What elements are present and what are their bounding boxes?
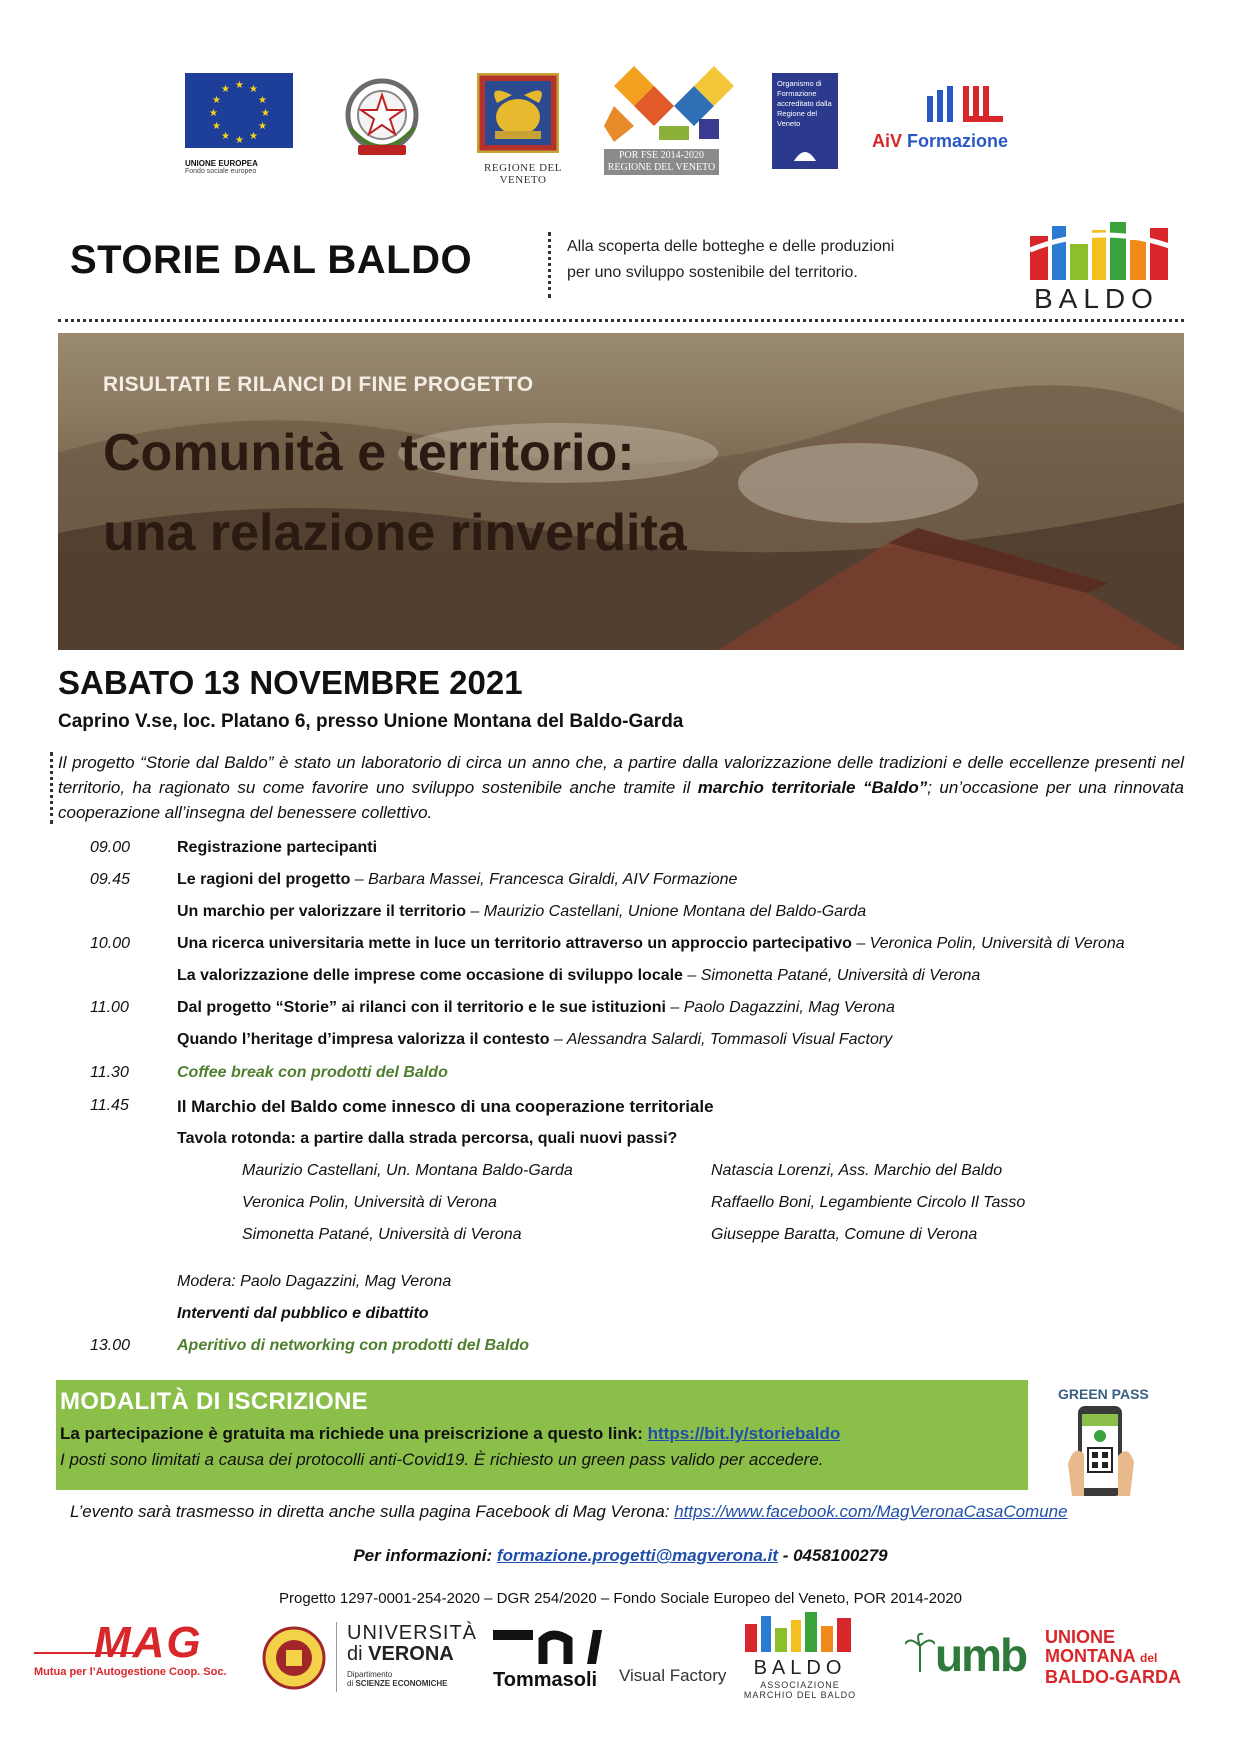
organismo-formazione-logo: Organismo di Formazione accreditato dalla Regione del Veneto [772, 73, 838, 169]
regione-veneto-label: REGIONE DEL VENETO [484, 162, 562, 186]
registration-text: La partecipazione è gratuita ma richiede una preiscrizione a questo link: https://bit.ly/storiebaldo [60, 1424, 841, 1443]
svg-text:★: ★ [212, 95, 221, 106]
svg-text:★: ★ [249, 84, 258, 95]
umb-mark: umb [935, 1629, 1027, 1681]
banner-subtitle: RISULTATI E RILANCI DI FINE PROGETTO [103, 373, 534, 396]
svg-text:★: ★ [212, 121, 221, 132]
banner-title-line-2: una relazione rinverdita [103, 504, 687, 562]
assoc-baldo-graphic-icon [745, 1612, 855, 1652]
svg-text:★: ★ [258, 95, 267, 106]
associazione-baldo-logo: BALDO ASSOCIAZIONE MARCHIO DEL BALDO [735, 1612, 865, 1697]
header-divider [548, 232, 551, 298]
svg-text:★: ★ [221, 84, 230, 95]
aiv-formazione-logo [872, 86, 1062, 156]
tommasoli-logo: Tommasoli Visual Factory [493, 1630, 713, 1690]
program-row [0, 903, 1241, 927]
panel-speaker: Giuseppe Baratta, Comune di Verona [711, 1226, 978, 1243]
aiv-formazione-label: AiV Formazione [872, 131, 1009, 151]
panel-speaker: Maurizio Castellani, Un. Montana Baldo-Garda [242, 1162, 573, 1179]
header-separator [58, 319, 1184, 322]
program-speakers: – Paolo Dagazzini, Mag Verona [665, 999, 895, 1016]
program-row [0, 839, 1241, 863]
panel-speaker: Veronica Polin, Università di Verona [242, 1194, 497, 1211]
tavola-rotonda-row: Tavola rotonda: a partire dalla strada percorsa, quali nuovi passi? [177, 1130, 678, 1147]
email-link[interactable]: formazione.progetti@magverona.it [496, 1546, 778, 1565]
palm-tree-icon [905, 1632, 935, 1672]
baldo-logo [1030, 220, 1180, 314]
program-row [0, 967, 1241, 991]
unione-montana-logo: umb UNIONE MONTANA del BALDO-GARDA [905, 1622, 1205, 1692]
facebook-link[interactable]: https://www.facebook.com/MagVeronaCasaComune [674, 1502, 1068, 1521]
eu-logo [185, 73, 293, 181]
mag-mark: MAG [94, 1618, 203, 1667]
program-row [0, 1031, 1241, 1055]
program-title: Un marchio per valorizzare il territorio [177, 903, 466, 920]
program-time: 10.00 [90, 935, 131, 952]
coffee-break-row: 11.30 Coffee break con prodotti del Baldo [90, 1064, 448, 1081]
registration-title: MODALITÀ DI ISCRIZIONE [60, 1388, 368, 1415]
program-title: Quando l’heritage d’impresa valorizza il contesto [177, 1031, 550, 1048]
registration-note: I posti sono limitati a causa dei protocolli anti-Covid19. È richiesto un green pass valido per accedere. [60, 1450, 824, 1469]
hero-banner [58, 333, 1184, 650]
winged-lion-icon [477, 73, 559, 153]
interventi: Interventi dal pubblico e dibattito [177, 1305, 429, 1322]
program-title: Dal progetto “Storie” ai rilanci con il territorio e le sue istituzioni [177, 999, 666, 1016]
program-speakers: – Veronica Polin, Università di Verona [851, 935, 1125, 952]
marchio-row: 11.45 Il Marchio del Baldo come innesco di una cooperazione territoriale [90, 1097, 714, 1116]
green-pass-title: GREEN PASS [1058, 1386, 1149, 1402]
panel-speaker: Simonetta Patané, Università di Verona [242, 1226, 522, 1243]
green-pass-phone-icon [1068, 1404, 1134, 1500]
svg-text:★: ★ [221, 131, 230, 142]
project-tagline: Alla scoperta delle botteghe e delle produzioni per uno sviluppo sostenibile del territorio. [567, 238, 895, 281]
program-time: 09.00 [90, 839, 131, 856]
tommasoli-mark-icon [493, 1630, 613, 1664]
streaming-notice: L’evento sarà trasmesso in diretta anche sulla pagina Facebook di Mag Verona: https://www.facebook.com/MagVeronaCasaComune [70, 1502, 1068, 1521]
svg-text:★: ★ [261, 108, 270, 119]
registration-link[interactable]: https://bit.ly/storiebaldo [647, 1424, 841, 1443]
program-title: La valorizzazione delle imprese come occasione di sviluppo locale [177, 967, 683, 984]
program-speakers: – Alessandra Salardi, Tommasoli Visual Factory [549, 1031, 893, 1048]
italian-republic-emblem [340, 73, 425, 168]
program-speakers: – Simonetta Patané, Università di Verona [682, 967, 981, 984]
por-fse-label: POR FSE 2014-2020 REGIONE DEL VENETO [604, 149, 719, 175]
eu-flag-icon [185, 73, 293, 148]
aiv-graphic-icon [927, 86, 1012, 124]
svg-text:★: ★ [249, 131, 258, 142]
aperitivo-row: 13.00 Aperitivo di networking con prodotti del Baldo [90, 1337, 529, 1354]
program-row [0, 935, 1241, 959]
program-title: Registrazione partecipanti [177, 839, 378, 856]
mag-logo [34, 1620, 234, 1690]
baldo-logo-text: BALDO [1034, 283, 1159, 314]
svg-text:★: ★ [209, 108, 218, 119]
program-time: 11.00 [90, 999, 129, 1016]
info-line: Per informazioni: formazione.progetti@magverona.it - 0458100279 [353, 1546, 888, 1565]
event-date: SABATO 13 NOVEMBRE 2021 [58, 664, 523, 701]
moderator: Modera: Paolo Dagazzini, Mag Verona [177, 1273, 452, 1290]
mag-text: Mutua per l’Autogestione Coop. Soc. [34, 1666, 227, 1678]
event-place: Caprino V.se, loc. Platano 6, presso Unione Montana del Baldo-Garda [58, 711, 684, 732]
eu-sublabel: Fondo sociale europeo [185, 168, 257, 175]
program-time: 09.45 [90, 871, 131, 888]
project-title: STORIE DAL BALDO [70, 238, 473, 282]
lion-small-icon [772, 139, 838, 169]
universita-verona-logo: UNIVERSITÀ di VERONA Dipartimento di SCIENZE ECONOMICHE [336, 1622, 487, 1692]
por-fse-graphic-icon [604, 64, 736, 142]
banner-title-line-1: Comunità e territorio: [103, 424, 635, 482]
intro-paragraph: Il progetto “Storie dal Baldo” è stato un laboratorio di circa un anno che, a partire dalla valorizzazione delle tradizioni e delle eccellenze presenti nel territorio, ha ragionato su come favorire uno sviluppo sostenibile anche tramite il marchio territoriale “Baldo”; un’occasione per una rinnovata cooperazione all’insegna del benessere collettivo. [58, 753, 1184, 822]
intro-divider [50, 752, 53, 824]
baldo-graphic-icon [1030, 220, 1180, 282]
panel-speaker: Raffaello Boni, Legambiente Circolo Il Tasso [711, 1194, 1026, 1211]
program-row [0, 871, 1241, 895]
republic-emblem-icon [340, 73, 425, 168]
svg-text:★: ★ [235, 135, 244, 146]
eu-label: UNIONE EUROPEA [185, 159, 258, 168]
program-row [0, 999, 1241, 1023]
project-reference: Progetto 1297-0001-254-2020 – DGR 254/2020 – Fondo Sociale Europeo del Veneto, POR 2014-2020 [279, 1590, 962, 1607]
por-fse-logo [604, 64, 736, 174]
svg-text:★: ★ [258, 121, 267, 132]
registration-box [56, 1380, 1028, 1490]
university-seal-icon [262, 1626, 326, 1690]
program-title: Le ragioni del progetto [177, 871, 351, 888]
svg-text:★: ★ [235, 80, 244, 91]
program-speakers: – Maurizio Castellani, Unione Montana del Baldo-Garda [465, 903, 867, 920]
regione-veneto-logo [463, 73, 583, 186]
program-title: Una ricerca universitaria mette in luce un territorio attraverso un approccio partecipativo [177, 935, 852, 952]
program-speakers: – Barbara Massei, Francesca Giraldi, AIV Formazione [350, 871, 738, 888]
panel-speaker: Natascia Lorenzi, Ass. Marchio del Baldo [711, 1162, 1003, 1179]
